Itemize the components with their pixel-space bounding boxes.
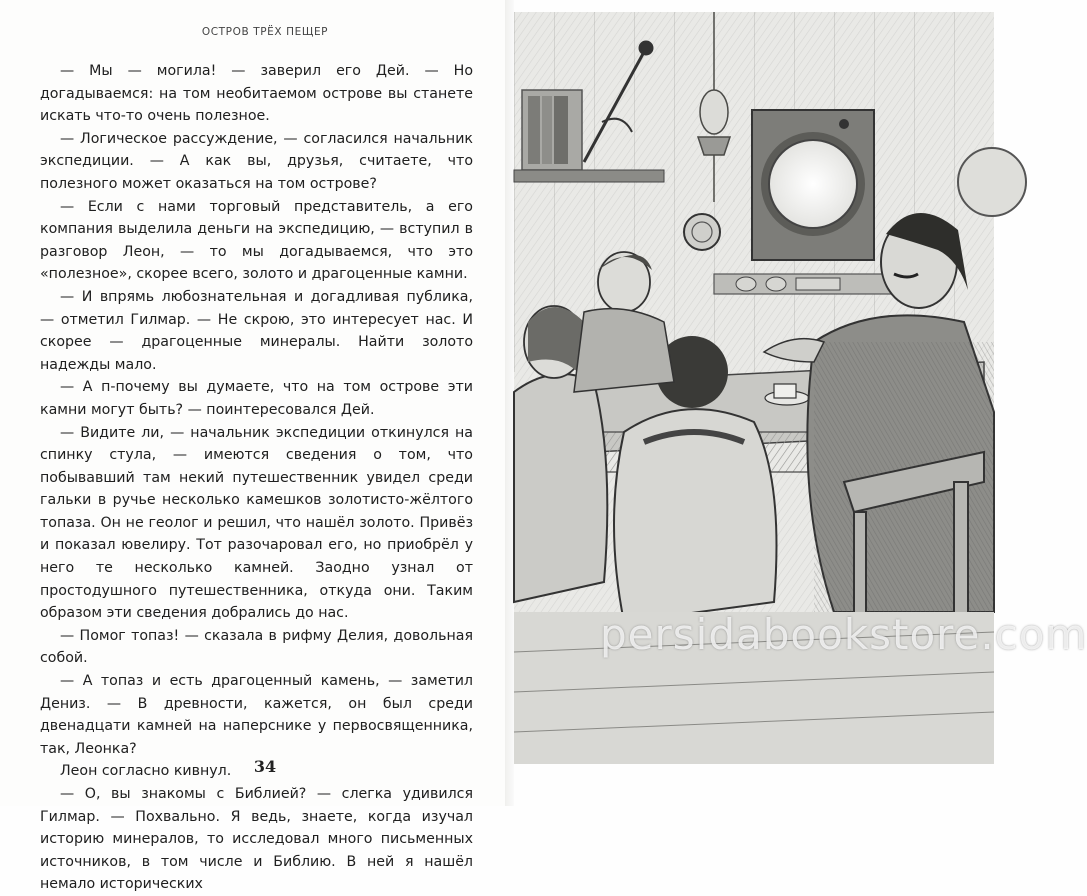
text-page: [0, 0, 505, 893]
paragraph: — Видите ли, — начальник экспедиции откинулся на спинку стула, — имеются сведения о том, что побывавший там некий путешественник увидел среди гальки в ручье несколько камешков золотисто-жёлтого топаза. Он не геолог и решил, что нашёл золото. Привёз и показал ювелиру. Тот разочаровал его, но приобрёл у него те несколько камней. Заодно узнал от простодушного путешественника, откуда они. Таким образом эти сведения добрались до нас.: [40, 424, 473, 622]
paragraph: — Логическое рассуждение, — согласился начальник экспедиции. — А как вы, друзья, считаете, что полезного может оказаться на том острове?: [40, 130, 473, 192]
paragraph: — Мы — могила! — заверил его Дей. — Но догадываемся: на том необитаемом острове вы станете искать что-то очень полезное.: [40, 63, 473, 125]
wall-clock-drawing: [684, 214, 720, 250]
page-number: 34: [253, 757, 277, 776]
paragraph: — А п-почему вы думаете, что на том острове эти камни могут быть? — поинтересовался Дей.: [40, 379, 473, 418]
paragraph: — А топаз и есть драгоценный камень, — заметил Дениз. — В древности, кажется, он был среди двенадцати камней на наперснике у первосвященника, так, Леонка?: [40, 673, 473, 757]
running-head: ОСТРОВ ТРЁХ ПЕЩЕР: [201, 26, 329, 38]
paragraph: Леон согласно кивнул.: [60, 763, 232, 780]
paragraph: — Если с нами торговый представитель, а его компания выделила деньги на экспедицию, — вступил в разговор Леон, — то мы догадываемся, что это «полезное», скорее всего, золото и драгоценные камни.: [40, 198, 473, 283]
porthole-drawing: [752, 110, 874, 260]
store-watermark: persidabookstore.com: [600, 610, 1087, 659]
paragraph: — О, вы знакомы с Библией? — слегка удивился Гилмар. — Похвально. Я ведь, знаете, когда изучал историю минералов, то исследовал много письменных источников, в том числе и Библию. В ней я нашёл немало исторических: [40, 786, 473, 893]
paragraph: — И впрямь любознательная и догадливая публика, — отметил Гилмар. — Не скрою, это интересует нас. И скорее — драгоценные минералы. Найти золото надежды мало.: [40, 288, 473, 373]
paragraph: — Помог топаз! — сказала в рифму Делия, довольная собой.: [40, 627, 473, 667]
book-gutter: [505, 0, 514, 806]
